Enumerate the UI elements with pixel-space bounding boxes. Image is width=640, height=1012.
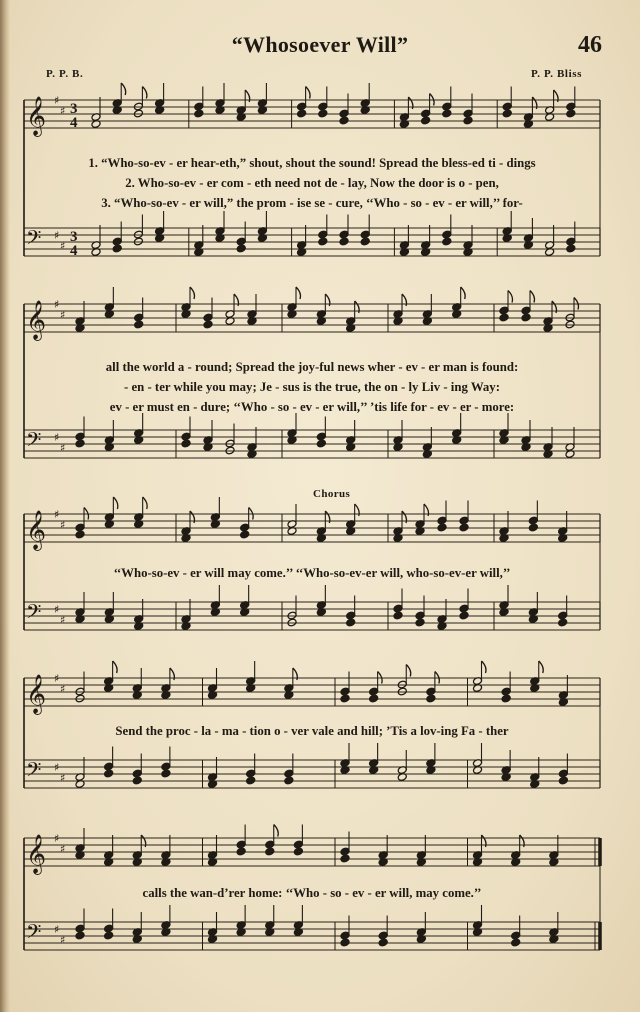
sharp-icon: ♯ bbox=[54, 94, 60, 107]
bass-chord bbox=[459, 589, 469, 620]
note-head bbox=[511, 938, 521, 947]
bass-chord bbox=[521, 420, 531, 451]
treble-chord bbox=[459, 501, 469, 532]
bass-chord bbox=[236, 222, 246, 253]
bass-chord bbox=[161, 905, 171, 936]
note-flag bbox=[121, 83, 126, 95]
sharp-icon: ♯ bbox=[54, 298, 60, 311]
treble-chord bbox=[225, 294, 239, 325]
treble-staff bbox=[24, 825, 600, 876]
treble-chord bbox=[203, 298, 213, 329]
bass-chord bbox=[530, 757, 540, 788]
bass-chord bbox=[421, 225, 431, 256]
treble-chord bbox=[393, 294, 407, 325]
treble-chord bbox=[210, 497, 220, 528]
bass-chord bbox=[265, 905, 275, 936]
bass-clef-icon: 𝄢 bbox=[26, 226, 42, 254]
bass-clef-icon: 𝄢 bbox=[26, 758, 42, 786]
treble-chord bbox=[207, 835, 217, 866]
chorus-line-2: Send the proc - la - ma - tion o - ver vale and hill; ’Tis a lov-ing Fa - ther bbox=[115, 724, 509, 738]
music-system-5 bbox=[22, 828, 600, 968]
treble-chord bbox=[246, 661, 256, 692]
bass-chord bbox=[75, 592, 85, 623]
bass-chord bbox=[472, 905, 482, 936]
treble-chord bbox=[502, 87, 512, 118]
bass-chord bbox=[104, 909, 114, 940]
chorus-line-3: calls the wan-d’rer home: ‘‘Who - so - ev - er will, may come.’’ bbox=[142, 886, 482, 900]
music-credit: P. P. Bliss bbox=[530, 68, 582, 80]
note-head bbox=[459, 611, 469, 620]
note-head bbox=[421, 116, 431, 125]
bass-clef-icon: 𝄢 bbox=[26, 600, 42, 628]
treble-chord bbox=[316, 511, 330, 542]
treble-chord bbox=[112, 83, 126, 114]
treble-chord bbox=[340, 832, 350, 863]
chorus-label: Chorus bbox=[313, 488, 351, 500]
bass-chord bbox=[346, 420, 356, 451]
bass-chord bbox=[236, 905, 246, 936]
treble-chord bbox=[549, 835, 559, 866]
bass-chord bbox=[340, 916, 350, 947]
note-flag bbox=[296, 287, 301, 299]
treble-chord bbox=[346, 504, 360, 535]
note-head bbox=[284, 776, 294, 785]
svg-text:4: 4 bbox=[70, 115, 78, 131]
note-flag bbox=[142, 87, 147, 99]
treble-chord bbox=[287, 504, 297, 535]
verse-1-line-1: 1. “Who-so-ev - er hear-eth,” shout, shout the sound! Spread the bless-ed ti - dings bbox=[88, 156, 536, 170]
treble-staff bbox=[24, 287, 600, 341]
treble-chord bbox=[565, 298, 579, 329]
bass-chord bbox=[161, 747, 171, 778]
note-head bbox=[346, 618, 356, 627]
bass-chord bbox=[112, 222, 122, 253]
note-head bbox=[566, 244, 576, 253]
bass-chord bbox=[132, 754, 142, 785]
note-flag bbox=[482, 661, 487, 673]
music-system-2 bbox=[22, 292, 600, 472]
treble-chord bbox=[75, 301, 85, 332]
note-head bbox=[240, 530, 250, 539]
note-flag bbox=[406, 665, 411, 677]
treble-staff bbox=[24, 661, 600, 715]
bass-chord bbox=[215, 211, 225, 242]
treble-staff bbox=[24, 497, 600, 551]
treble-chord bbox=[318, 87, 328, 118]
treble-chord bbox=[558, 511, 568, 542]
bass-chord bbox=[134, 413, 144, 444]
note-head bbox=[339, 116, 349, 125]
treble-chord bbox=[399, 97, 413, 128]
bass-chord bbox=[284, 754, 294, 785]
bass-staff bbox=[24, 743, 600, 788]
treble-clef-icon: 𝄞 bbox=[26, 834, 47, 874]
bass-chord bbox=[181, 417, 191, 448]
sharp-icon: ♯ bbox=[54, 672, 60, 685]
bass-chord bbox=[210, 585, 220, 616]
treble-chord bbox=[181, 287, 195, 318]
note-head bbox=[442, 109, 452, 118]
treble-clef-icon: 𝄞 bbox=[26, 674, 47, 714]
bass-chord bbox=[132, 912, 142, 943]
music-system-1 bbox=[22, 90, 600, 270]
note-flag bbox=[190, 287, 195, 299]
treble-chord bbox=[393, 511, 407, 542]
bass-chord bbox=[437, 599, 447, 630]
treble-chord bbox=[346, 301, 360, 332]
note-flag bbox=[530, 291, 535, 303]
note-head bbox=[75, 931, 85, 940]
note-head bbox=[203, 320, 213, 329]
treble-chord bbox=[215, 83, 225, 114]
treble-chord bbox=[134, 497, 148, 528]
treble-chord bbox=[545, 90, 559, 121]
sharp-icon: ♯ bbox=[60, 308, 66, 322]
note-head bbox=[181, 439, 191, 448]
note-head bbox=[112, 244, 122, 253]
note-head bbox=[316, 439, 326, 448]
treble-chord bbox=[161, 835, 171, 866]
note-head bbox=[104, 931, 114, 940]
verse-3-line-2: ev - er must en - dure; ‘‘Who - so - ev - er will,’’ ’tis life for - ev - er - more: bbox=[109, 400, 515, 414]
bass-staff bbox=[24, 585, 600, 630]
treble-chord bbox=[293, 825, 303, 856]
sharp-icon: ♯ bbox=[60, 771, 66, 785]
treble-chord bbox=[240, 508, 254, 539]
treble-chord bbox=[499, 291, 513, 322]
note-head bbox=[378, 938, 388, 947]
treble-chord bbox=[442, 87, 452, 118]
treble-chord bbox=[284, 668, 298, 699]
treble-chord bbox=[523, 97, 537, 128]
note-head bbox=[558, 618, 568, 627]
note-head bbox=[339, 237, 349, 246]
note-head bbox=[463, 116, 473, 125]
treble-chord bbox=[369, 672, 383, 703]
bass-chord bbox=[133, 215, 143, 246]
note-head bbox=[340, 938, 350, 947]
treble-chord bbox=[104, 661, 118, 692]
bass-chord bbox=[339, 215, 349, 246]
chorus-line-1: ‘‘Who-so-ev - er will may come.’’ ‘‘Who-so-ev-er will, who-so-ev-er will,’’ bbox=[113, 566, 511, 580]
bass-chord bbox=[316, 585, 326, 616]
treble-chord bbox=[194, 87, 204, 118]
bass-chord bbox=[91, 225, 101, 256]
bass-chord bbox=[340, 743, 350, 774]
bass-chord bbox=[442, 215, 452, 246]
treble-chord bbox=[75, 672, 85, 703]
treble-clef-icon: 𝄞 bbox=[26, 300, 47, 340]
bass-chord bbox=[287, 596, 297, 627]
note-head bbox=[75, 530, 85, 539]
note-head bbox=[236, 244, 246, 253]
note-head bbox=[161, 769, 171, 778]
note-head bbox=[340, 694, 350, 703]
bass-chord bbox=[207, 757, 217, 788]
note-head bbox=[297, 109, 307, 118]
note-head bbox=[360, 237, 370, 246]
bass-clef-icon: 𝄢 bbox=[26, 920, 42, 948]
bass-chord bbox=[397, 750, 407, 781]
treble-chord bbox=[422, 294, 432, 325]
note-flag bbox=[539, 661, 544, 673]
bass-chord bbox=[104, 747, 114, 778]
bass-chord bbox=[426, 743, 436, 774]
note-head bbox=[437, 523, 447, 532]
note-flag bbox=[143, 497, 148, 509]
treble-chord bbox=[132, 835, 146, 866]
treble-chord bbox=[161, 668, 175, 699]
bass-staff bbox=[24, 413, 600, 458]
sharp-icon: ♯ bbox=[54, 229, 60, 242]
note-head bbox=[393, 611, 403, 620]
note-head bbox=[75, 439, 85, 448]
sharp-icon: ♯ bbox=[54, 832, 60, 845]
bass-chord bbox=[558, 596, 568, 627]
bass-chord bbox=[287, 413, 297, 444]
bass-chord bbox=[545, 225, 555, 256]
note-flag bbox=[306, 87, 311, 99]
bass-chord bbox=[297, 225, 307, 256]
sharp-icon: ♯ bbox=[54, 508, 60, 521]
treble-chord bbox=[104, 287, 114, 318]
treble-chord bbox=[452, 287, 466, 318]
note-head bbox=[236, 847, 246, 856]
sharp-icon: ♯ bbox=[54, 761, 60, 774]
treble-chord bbox=[155, 83, 165, 114]
bass-chord bbox=[246, 754, 256, 785]
treble-chord bbox=[133, 87, 147, 118]
bass-chord bbox=[565, 427, 575, 458]
bass-chord bbox=[134, 599, 144, 630]
treble-chord bbox=[426, 672, 440, 703]
bass-chord bbox=[378, 916, 388, 947]
treble-staff bbox=[24, 83, 600, 137]
treble-chord bbox=[181, 511, 195, 542]
note-head bbox=[521, 313, 531, 322]
note-head bbox=[528, 523, 538, 532]
sharp-icon: ♯ bbox=[60, 842, 66, 856]
note-head bbox=[265, 847, 275, 856]
bass-chord bbox=[393, 420, 403, 451]
treble-chord bbox=[397, 665, 411, 696]
bass-chord bbox=[316, 417, 326, 448]
treble-chord bbox=[501, 672, 511, 703]
bass-chord bbox=[502, 211, 512, 242]
treble-chord bbox=[247, 294, 257, 325]
treble-chord bbox=[416, 835, 426, 866]
bass-clef-icon: 𝄢 bbox=[26, 428, 42, 456]
bass-chord bbox=[257, 211, 267, 242]
note-flag bbox=[274, 825, 279, 837]
note-head bbox=[566, 109, 576, 118]
bass-chord bbox=[247, 427, 257, 458]
page-number: 46 bbox=[578, 32, 602, 58]
note-flag bbox=[461, 287, 466, 299]
sharp-icon: ♯ bbox=[60, 518, 66, 532]
treble-chord bbox=[75, 508, 89, 539]
bass-chord bbox=[155, 211, 165, 242]
treble-chord bbox=[528, 501, 538, 532]
treble-chord bbox=[132, 668, 142, 699]
treble-chord bbox=[415, 504, 429, 535]
bass-chord bbox=[415, 596, 425, 627]
note-flag bbox=[508, 291, 513, 303]
bass-chord bbox=[549, 912, 559, 943]
treble-chord bbox=[265, 825, 279, 856]
verse-3-line-1: 3. “Who-so-ev - er will,” the prom - ise se - cure, ‘‘Who - so - ev - er will,’’ for- bbox=[101, 196, 523, 210]
treble-chord bbox=[236, 90, 250, 121]
note-head bbox=[501, 694, 511, 703]
treble-chord bbox=[437, 501, 447, 532]
treble-chord bbox=[472, 835, 486, 866]
treble-chord bbox=[104, 835, 114, 866]
sharp-icon: ♯ bbox=[60, 104, 66, 118]
music-system-3-chorus bbox=[22, 504, 600, 644]
bass-chord bbox=[501, 750, 511, 781]
treble-chord bbox=[421, 94, 435, 125]
treble-chord bbox=[530, 661, 544, 692]
note-head bbox=[502, 109, 512, 118]
note-head bbox=[415, 618, 425, 627]
note-flag bbox=[113, 497, 118, 509]
bass-chord bbox=[452, 413, 462, 444]
bass-chord bbox=[472, 743, 482, 774]
sharp-icon: ♯ bbox=[54, 603, 60, 616]
bass-chord bbox=[543, 427, 553, 458]
bass-chord bbox=[194, 225, 204, 256]
hymn-title: “Whosoever Will” bbox=[231, 32, 409, 57]
treble-chord bbox=[558, 675, 568, 706]
bass-chord bbox=[523, 218, 533, 249]
treble-chord bbox=[472, 661, 486, 692]
note-head bbox=[134, 320, 144, 329]
note-head bbox=[246, 776, 256, 785]
note-head bbox=[318, 109, 328, 118]
bass-chord bbox=[203, 420, 213, 451]
svg-text:4: 4 bbox=[70, 243, 78, 259]
bass-staff bbox=[24, 211, 600, 256]
music-system-4 bbox=[22, 668, 600, 808]
sharp-icon: ♯ bbox=[60, 933, 66, 947]
bass-chord bbox=[207, 912, 217, 943]
bass-chord bbox=[104, 592, 114, 623]
bass-chord bbox=[75, 909, 85, 940]
treble-chord bbox=[207, 668, 217, 699]
treble-chord bbox=[104, 497, 118, 528]
treble-clef-icon: 𝄞 bbox=[26, 510, 47, 550]
bass-chord bbox=[225, 424, 235, 455]
bass-chord bbox=[463, 225, 473, 256]
verse-2-line-1: 2. Who-so-ev - er com - eth need not de - lay, Now the door is o - pen, bbox=[125, 176, 499, 190]
note-flag bbox=[113, 661, 118, 673]
words-credit: P. P. B. bbox=[46, 68, 84, 80]
bass-chord bbox=[416, 912, 426, 943]
treble-chord bbox=[257, 83, 267, 114]
bass-chord bbox=[511, 916, 521, 947]
treble-chord bbox=[566, 87, 576, 118]
note-head bbox=[318, 237, 328, 246]
bass-chord bbox=[75, 417, 85, 448]
bass-chord bbox=[75, 757, 85, 788]
bass-chord bbox=[558, 754, 568, 785]
treble-chord bbox=[91, 97, 101, 128]
sharp-icon: ♯ bbox=[60, 441, 66, 455]
treble-chord bbox=[134, 298, 144, 329]
sharp-icon: ♯ bbox=[60, 613, 66, 627]
sharp-icon: ♯ bbox=[54, 923, 60, 936]
note-head bbox=[293, 847, 303, 856]
note-head bbox=[459, 523, 469, 532]
time-signature-treble bbox=[70, 101, 78, 131]
note-head bbox=[194, 109, 204, 118]
treble-chord bbox=[378, 835, 388, 866]
treble-chord bbox=[511, 835, 525, 866]
verse-1-line-2: all the world a - round; Spread the joy-ful news wher - ev - er man is found: bbox=[105, 360, 519, 374]
page-spine-shadow bbox=[0, 0, 10, 1012]
treble-chord bbox=[340, 672, 350, 703]
treble-chord bbox=[236, 825, 246, 856]
treble-chord bbox=[499, 511, 509, 542]
note-head bbox=[426, 694, 436, 703]
time-signature-bass bbox=[70, 229, 78, 259]
bass-chord bbox=[499, 413, 509, 444]
note-head bbox=[340, 854, 350, 863]
note-head bbox=[369, 694, 379, 703]
bass-chord bbox=[369, 743, 379, 774]
bass-chord bbox=[318, 215, 328, 246]
note-head bbox=[442, 237, 452, 246]
treble-chord bbox=[339, 94, 349, 125]
bass-staff bbox=[24, 905, 600, 950]
sharp-icon: ♯ bbox=[54, 431, 60, 444]
treble-chord bbox=[287, 287, 301, 318]
bass-chord bbox=[346, 596, 356, 627]
treble-chord bbox=[543, 301, 557, 332]
bass-chord bbox=[528, 592, 538, 623]
bass-chord bbox=[566, 222, 576, 253]
note-head bbox=[132, 776, 142, 785]
bass-chord bbox=[399, 225, 409, 256]
treble-chord bbox=[316, 294, 330, 325]
bass-chord bbox=[422, 427, 432, 458]
bass-chord bbox=[240, 585, 250, 616]
bass-chord bbox=[293, 905, 303, 936]
bass-chord bbox=[360, 215, 370, 246]
verse-2-line-2: - en - ter while you may; Je - sus is the true, the on - ly Liv - ing Way: bbox=[124, 380, 500, 394]
svg-text:3: 3 bbox=[70, 101, 78, 117]
treble-chord bbox=[75, 828, 85, 859]
bass-chord bbox=[104, 420, 114, 451]
bass-chord bbox=[499, 585, 509, 616]
treble-clef-icon: 𝄞 bbox=[26, 96, 47, 136]
bass-chord bbox=[393, 589, 403, 620]
note-head bbox=[104, 769, 114, 778]
svg-text:3: 3 bbox=[70, 229, 78, 245]
note-head bbox=[499, 313, 509, 322]
treble-chord bbox=[521, 291, 535, 322]
sharp-icon: ♯ bbox=[60, 239, 66, 253]
treble-chord bbox=[297, 87, 311, 118]
sharp-icon: ♯ bbox=[60, 682, 66, 696]
bass-chord bbox=[181, 599, 191, 630]
treble-chord bbox=[360, 83, 370, 114]
note-head bbox=[558, 776, 568, 785]
treble-chord bbox=[463, 94, 473, 125]
